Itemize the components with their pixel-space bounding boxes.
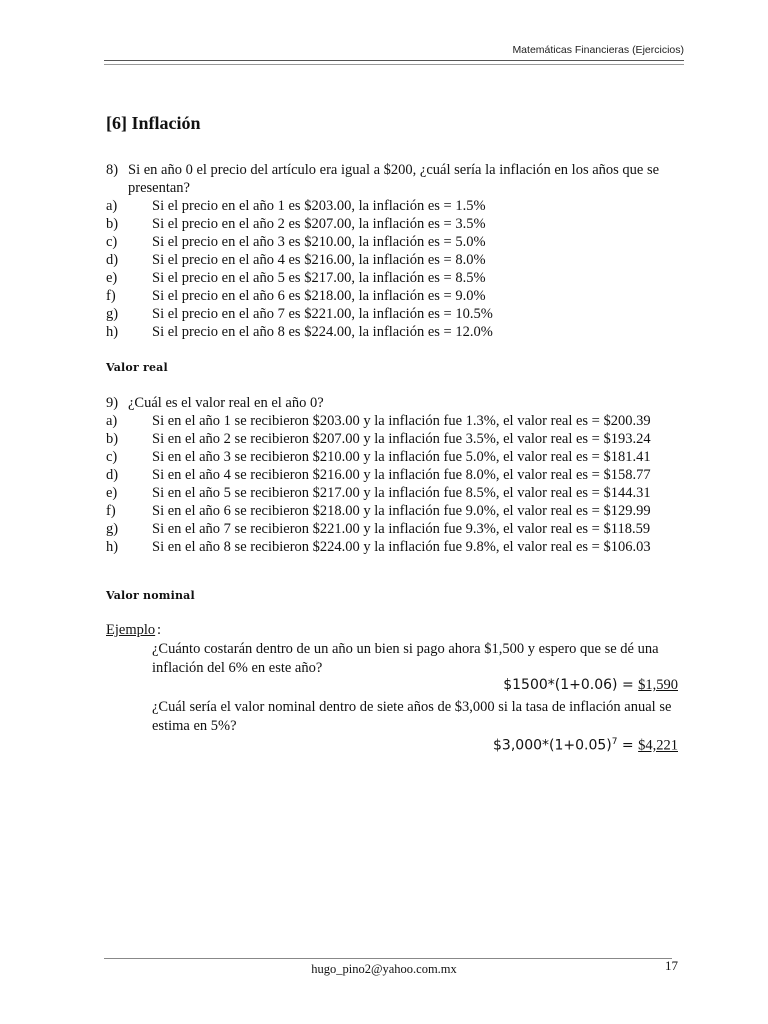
subhead-valor-real: Valor real <box>106 361 168 374</box>
list-item <box>106 323 706 341</box>
list-item <box>106 215 706 233</box>
section-title: [6] Inflación <box>106 113 201 133</box>
list-item <box>106 538 706 556</box>
list-item <box>106 251 706 269</box>
formula-expression: $1500*(1+0.06) = <box>503 677 634 693</box>
item-text: Si en el año 1 se recibieron $203.00 y la inflación fue 1.3%, el valor real es = $200.39 <box>152 413 651 429</box>
formula-2 <box>493 737 678 755</box>
item-label: g) <box>106 521 119 537</box>
example-label: Ejemplo <box>106 622 156 638</box>
question-9-items <box>106 412 706 556</box>
item-text: Si en el año 2 se recibieron $207.00 y la inflación fue 3.5%, el valor real es = $193.24 <box>152 431 651 447</box>
example-question-2: ¿Cuál sería el valor nominal dentro de siete años de $3,000 si la tasa de inflación anual se estima en 5%? <box>152 699 672 734</box>
item-label: g) <box>106 306 119 322</box>
question-8 <box>106 161 686 197</box>
list-item <box>106 233 706 251</box>
formula-1 <box>503 677 678 694</box>
list-item <box>106 520 706 538</box>
item-label: h) <box>106 539 119 555</box>
item-text: Si el precio en el año 2 es $207.00, la inflación es = 3.5% <box>152 216 486 232</box>
formula-result: $4,221 <box>638 737 678 754</box>
question-text: Si en año 0 el precio del artículo era igual a $200, ¿cuál sería la inflación en los años que se presentan? <box>128 162 660 196</box>
item-label: f) <box>106 503 116 519</box>
example-colon: : <box>157 622 162 638</box>
footer-email: hugo_pino2@yahoo.com.mx <box>311 962 457 976</box>
item-text: Si en el año 4 se recibieron $216.00 y la inflación fue 8.0%, el valor real es = $158.77 <box>152 467 651 483</box>
item-label: f) <box>106 288 116 304</box>
header-rule-secondary <box>104 64 684 65</box>
list-item <box>106 502 706 520</box>
formula-result: $1,590 <box>638 677 678 693</box>
item-label: a) <box>106 198 118 214</box>
item-label: b) <box>106 216 119 232</box>
page-number: 17 <box>665 958 678 973</box>
list-item <box>106 466 706 484</box>
item-label: c) <box>106 449 118 465</box>
item-label: e) <box>106 485 118 501</box>
list-item <box>106 448 706 466</box>
running-head: Matemáticas Financieras (Ejercicios) <box>512 44 684 56</box>
header-rule <box>104 60 684 61</box>
question-number: 8) <box>106 162 119 178</box>
item-text: Si en el año 6 se recibieron $218.00 y la inflación fue 9.0%, el valor real es = $129.99 <box>152 503 651 519</box>
item-text: Si el precio en el año 5 es $217.00, la inflación es = 8.5% <box>152 270 486 286</box>
item-label: b) <box>106 431 119 447</box>
list-item <box>106 287 706 305</box>
item-label: d) <box>106 467 119 483</box>
item-text: Si el precio en el año 1 es $203.00, la inflación es = 1.5% <box>152 198 486 214</box>
list-item <box>106 430 706 448</box>
item-label: e) <box>106 270 118 286</box>
item-text: Si en el año 7 se recibieron $221.00 y la inflación fue 9.3%, el valor real es = $118.59 <box>152 521 651 537</box>
item-text: Si el precio en el año 3 es $210.00, la inflación es = 5.0% <box>152 234 486 250</box>
question-text: ¿Cuál es el valor real en el año 0? <box>128 395 324 411</box>
list-item <box>106 269 706 287</box>
footer-rule <box>104 958 672 959</box>
formula-exponent: 7 <box>611 737 618 747</box>
item-text: Si el precio en el año 6 es $218.00, la inflación es = 9.0% <box>152 288 486 304</box>
question-8-items <box>106 197 706 341</box>
question-number: 9) <box>106 395 119 411</box>
list-item <box>106 412 706 430</box>
subhead-valor-nominal: Valor nominal <box>106 589 195 602</box>
question-9 <box>106 394 686 412</box>
list-item <box>106 484 706 502</box>
formula-expression: $3,000*(1+0.05) <box>493 737 612 754</box>
formula-equals: = <box>617 737 634 754</box>
item-text: Si el precio en el año 8 es $224.00, la inflación es = 12.0% <box>152 324 493 340</box>
list-item <box>106 305 706 323</box>
item-label: d) <box>106 252 119 268</box>
example-question-1: ¿Cuánto costarán dentro de un año un bien si pago ahora $1,500 y espero que se dé una inflación del 6% en este año? <box>152 641 659 676</box>
list-item <box>106 197 706 215</box>
item-text: Si en el año 3 se recibieron $210.00 y la inflación fue 5.0%, el valor real es = $181.41 <box>152 449 651 465</box>
item-label: h) <box>106 324 119 340</box>
item-text: Si en el año 8 se recibieron $224.00 y la inflación fue 9.8%, el valor real es = $106.03 <box>152 539 651 555</box>
item-text: Si el precio en el año 7 es $221.00, la inflación es = 10.5% <box>152 306 493 322</box>
item-text: Si en el año 5 se recibieron $217.00 y la inflación fue 8.5%, el valor real es = $144.31 <box>152 485 651 501</box>
item-text: Si el precio en el año 4 es $216.00, la inflación es = 8.0% <box>152 252 486 268</box>
item-label: c) <box>106 234 118 250</box>
item-label: a) <box>106 413 118 429</box>
